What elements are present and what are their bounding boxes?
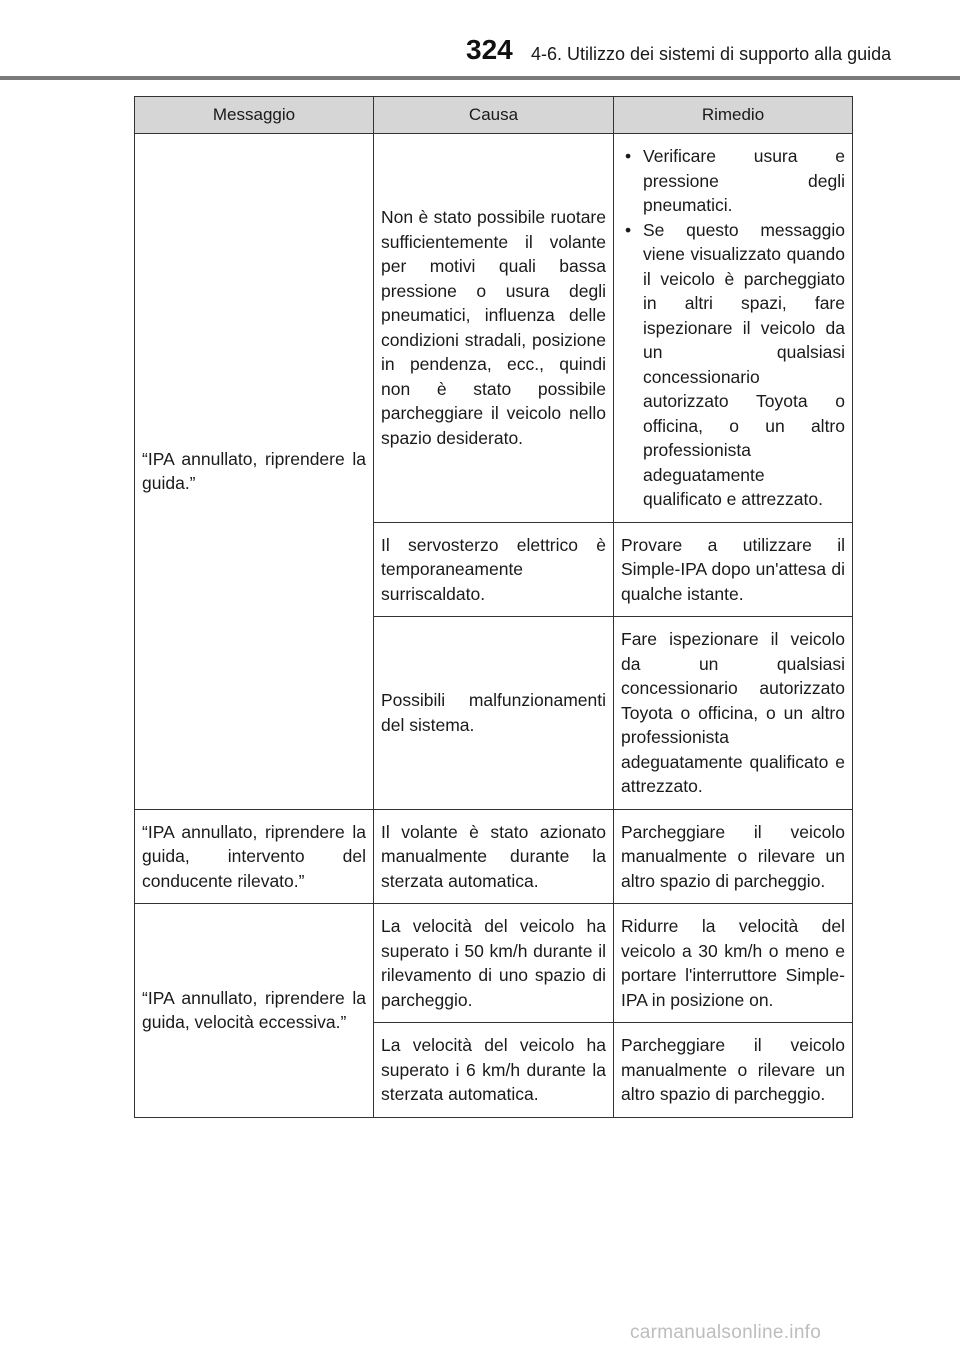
cause-cell: Il volante è stato azionato manualmente durante la sterzata automatica. [374,809,614,904]
cause-cell: La velocità del veicolo ha superato i 6 km/h durante la sterzata automatica. [374,1023,614,1118]
remedy-bullet: • Se questo messaggio viene visualizzato quando il veicolo è parcheggiato in altri spazi, fare ispezionare il veicolo da un qualsiasi concessionario autorizzato Toyota o officina, o un altro professionista adeguatamente qualificato e attrezzato. [621,218,845,512]
header-rule [0,76,960,80]
message-cell: “IPA annullato, riprendere la guida, velocità eccessiva.” [135,904,374,1118]
remedy-cell: Parcheggiare il veicolo manualmente o rilevare un altro spazio di parcheggio. [614,809,853,904]
cause-cell: Il servosterzo elettrico è temporaneamente surriscaldato. [374,522,614,617]
page-header [0,0,960,80]
table-row [135,904,853,1023]
column-header-messaggio: Messaggio [135,97,374,134]
cause-cell: Non è stato possibile ruotare sufficientemente il volante per motivi quali bassa pressione o usura degli pneumatici, influenza delle condizioni stradali, posizione in pendenza, ecc., quindi non è stato possibile parcheggiare il veicolo nello spazio desiderato. [374,134,614,523]
column-header-causa: Causa [374,97,614,134]
remedy-cell: Ridurre la velocità del veicolo a 30 km/h o meno e portare l'interruttore Simple-IPA in posizione on. [614,904,853,1023]
cause-cell: La velocità del veicolo ha superato i 50 km/h durante il rilevamento di uno spazio di parcheggio. [374,904,614,1023]
section-title: 4-6. Utilizzo dei sistemi di supporto alla guida [531,44,892,64]
message-cell: “IPA annullato, riprendere la guida.” [135,134,374,810]
table-row [135,809,853,904]
column-header-rimedio: Rimedio [614,97,853,134]
watermark: carmanualsonline.info [630,1322,822,1343]
message-cell: “IPA annullato, riprendere la guida, intervento del conducente rilevato.” [135,809,374,904]
table-row [135,134,853,523]
remedy-cell: Fare ispezionare il veicolo da un qualsiasi concessionario autorizzato Toyota o officina, o un altro professionista adeguatamente qualificato e attrezzato. [614,617,853,810]
cause-cell: Possibili malfunzionamenti del sistema. [374,617,614,810]
remedy-cell: Parcheggiare il veicolo manualmente o rilevare un altro spazio di parcheggio. [614,1023,853,1118]
remedy-cell [614,134,853,523]
page-number: 324 [466,34,513,65]
remedy-cell: Provare a utilizzare il Simple-IPA dopo un'attesa di qualche istante. [614,522,853,617]
remedy-bullet: • Verificare usura e pressione degli pneumatici. [621,144,845,218]
table-header-row [135,97,853,134]
remedy-bullet-list [621,144,845,512]
message-table [134,96,853,1118]
